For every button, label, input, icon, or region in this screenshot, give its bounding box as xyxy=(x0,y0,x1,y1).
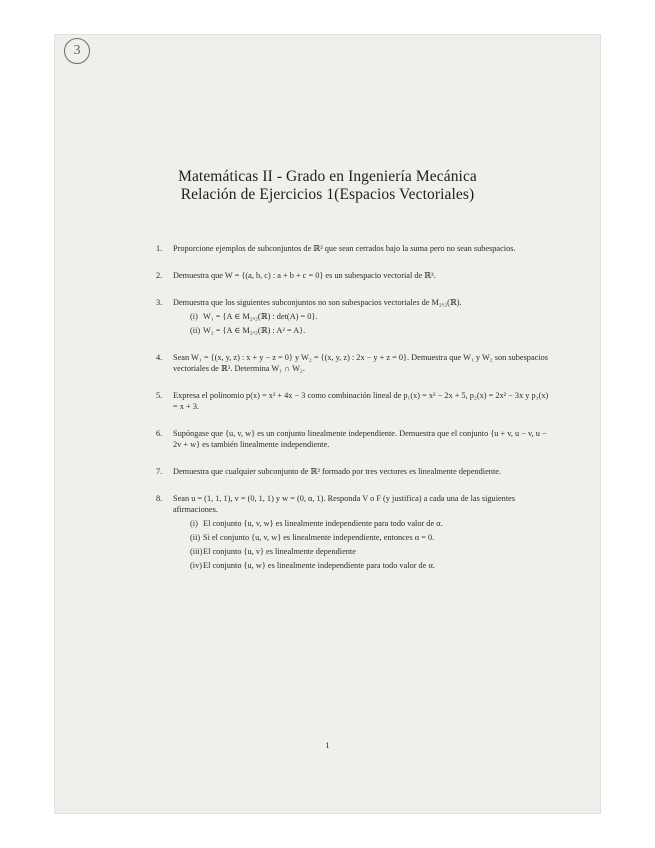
subitem-text: El conjunto {u, v, w} es linealmente independiente para todo valor de α. xyxy=(203,519,443,528)
exercise-7 xyxy=(156,466,551,477)
subitem-label: (ii) xyxy=(190,326,201,335)
exercise-subitem xyxy=(173,311,551,322)
exercise-text: Proporcione ejemplos de subconjuntos de ℝ² que sean cerrados bajo la suma pero no sean subespacios. xyxy=(173,244,516,253)
exercise-text: Demuestra que cualquier subconjunto de ℝ² formado por tres vectores es linealmente dependiente. xyxy=(173,467,502,476)
exercise-subitem xyxy=(173,546,551,557)
subitem-text: El conjunto {u, w} es linealmente independiente para todo valor de α. xyxy=(203,561,435,570)
subitem-text: W₁ = {A ∈ M₂ₓ₂(ℝ) : det(A) = 0}. xyxy=(203,312,318,321)
exercise-number: 8. xyxy=(156,494,163,503)
subitem-text: Si el conjunto {u, v, w} es linealmente independiente, entonces α = 0. xyxy=(203,533,435,542)
exercise-subitem xyxy=(173,560,551,571)
document-title-line-2: Relación de Ejercicios 1(Espacios Vectoriales) xyxy=(180,186,475,203)
exercise-1 xyxy=(156,243,551,254)
exercise-3 xyxy=(156,297,551,336)
subitem-label: (i) xyxy=(190,312,198,321)
document-title-line-1: Matemáticas II - Grado en Ingeniería Mecánica xyxy=(178,168,477,185)
exercise-number: 7. xyxy=(156,467,163,476)
page-number: 1 xyxy=(325,740,330,750)
exercise-number: 3. xyxy=(156,298,163,307)
exercise-number: 2. xyxy=(156,271,163,280)
exercise-subitem xyxy=(173,532,551,543)
exercise-number: 5. xyxy=(156,391,163,400)
exercise-text: Expresa el polinomio p(x) = x² + 4x − 3 como combinación lineal de p₁(x) = x² − 2x + 5, p₂(x) = 2x² − 3x y p₃(x) = x + 3. xyxy=(173,391,549,411)
exercise-2 xyxy=(156,270,551,281)
exercise-subitem xyxy=(173,325,551,336)
exercise-number: 1. xyxy=(156,244,163,253)
exercise-4 xyxy=(156,352,551,374)
subitem-label: (iii) xyxy=(190,547,203,556)
exercise-number: 4. xyxy=(156,353,163,362)
exercise-number: 6. xyxy=(156,429,163,438)
exercise-text: Supóngase que {u, v, w} es un conjunto linealmente independiente. Demuestra que el conjunto {u + v, u − v, u − 2v + w} es también linealmente independiente. xyxy=(173,429,547,449)
exercise-8 xyxy=(156,493,551,571)
exercise-5 xyxy=(156,390,551,412)
subitem-label: (ii) xyxy=(190,533,201,542)
subitem-text: El conjunto {u, v} es linealmente dependiente xyxy=(203,547,356,556)
exercise-subitem xyxy=(173,518,551,529)
exercise-text: Demuestra que W = {(a, b, c) : a + b + c = 0} es un subespacio vectorial de ℝ³. xyxy=(173,271,436,280)
exercise-text: Sean u = (1, 1, 1), v = (0, 1, 1) y w = (0, α, 1). Responda V o F (y justifica) a cada una de las siguientes afirmaciones. xyxy=(173,494,516,514)
subitem-text: W₂ = {A ∈ M₂ₓ₂(ℝ) : A² = A}. xyxy=(203,326,306,335)
exercise-text: Sean W₁ = {(x, y, z) : x + y − z = 0} y W₂ = {(x, y, z) : 2x − y + z = 0}. Demuestra que W₁ y W₂ son subespacios vectoriales de ℝ³. Determina W₁ ∩ W₂. xyxy=(173,353,548,373)
subitem-label: (iv) xyxy=(190,561,202,570)
subitem-label: (i) xyxy=(190,519,198,528)
exercise-6 xyxy=(156,428,551,450)
exercise-text: Demuestra que los siguientes subconjuntos no son subespacios vectoriales de M₂ₓ₂(ℝ). xyxy=(173,298,462,307)
handwritten-circled-number: 3 xyxy=(64,38,90,64)
exercise-list xyxy=(156,243,551,587)
